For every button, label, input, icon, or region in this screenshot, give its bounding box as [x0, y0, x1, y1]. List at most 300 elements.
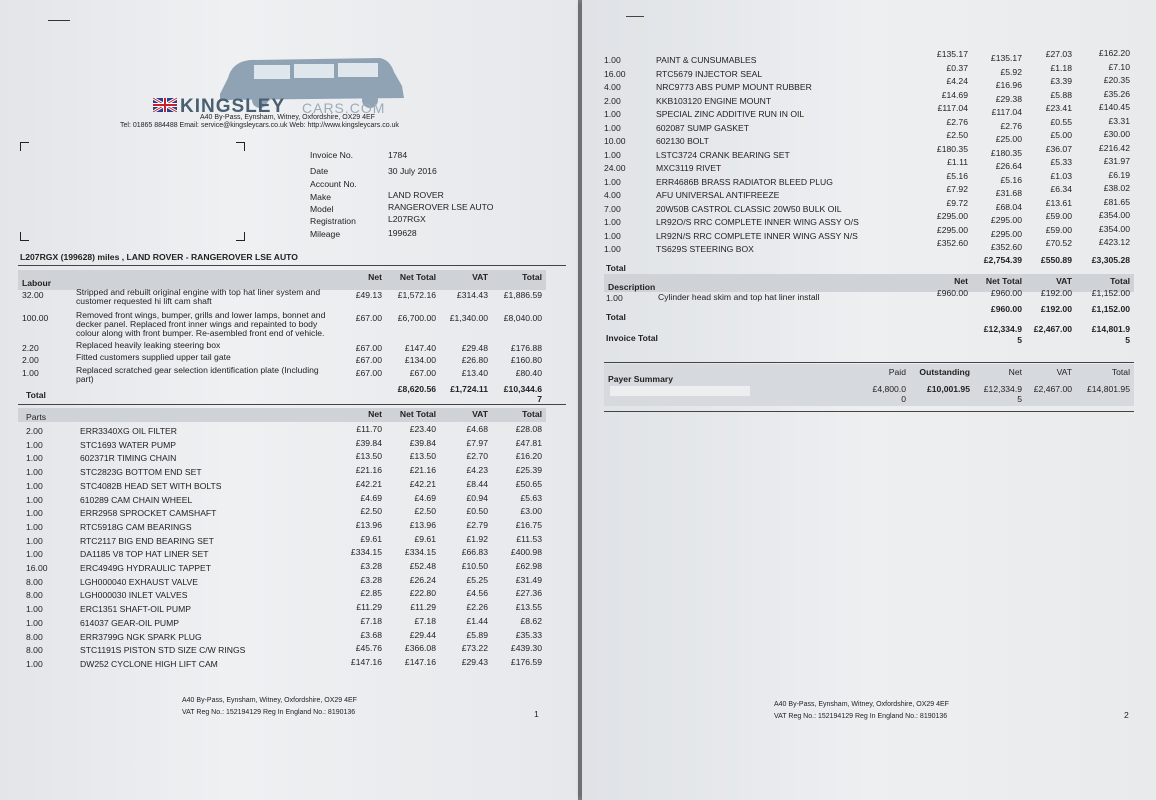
part-vat: £23.41	[1045, 103, 1072, 113]
part-net: £2.85	[360, 588, 382, 599]
part-total: £31.97	[1103, 156, 1130, 166]
part-net: £5.16	[946, 170, 968, 181]
part-desc: TS629S STEERING BOX	[656, 244, 754, 254]
part-qty: 8.00	[26, 576, 43, 587]
model-label: Model	[310, 204, 334, 214]
labour-net: £67.00	[355, 355, 382, 365]
part-total: £25.39	[515, 465, 542, 476]
part-qty: 1.00	[604, 230, 621, 241]
part-net: £334.15	[350, 547, 382, 558]
part-qty: 1.00	[26, 604, 43, 615]
part-desc: NRC9773 ABS PUMP MOUNT RUBBER	[656, 82, 812, 92]
invoice-no-label: Invoice No.	[310, 150, 353, 160]
part-vat: £27.03	[1045, 49, 1072, 59]
part-qty: 8.00	[26, 645, 43, 656]
date-label: Date	[310, 166, 329, 176]
part-qty: 24.00	[604, 163, 626, 173]
payer-col-total: Total	[1111, 367, 1130, 377]
payer-outstanding: £10,001.95	[926, 384, 970, 394]
part-desc: LGH000030 INLET VALVES	[80, 590, 188, 601]
part-desc: KKB103120 ENGINE MOUNT	[656, 95, 772, 106]
part-net-total: £9.61	[414, 533, 436, 544]
part-total: £35.26	[1103, 88, 1130, 99]
part-total: £216.42	[1098, 142, 1130, 153]
part-total: £81.65	[1103, 196, 1130, 207]
payer-paid: £4,800.0	[872, 384, 906, 394]
part-qty: 1.00	[604, 149, 621, 160]
union-flag-icon	[153, 98, 177, 112]
part-vat: £4.56	[466, 588, 488, 599]
part-vat: £4.23	[466, 465, 488, 476]
part-total: £3.00	[520, 506, 542, 517]
part-desc: ERC1351 SHAFT-OIL PUMP	[80, 604, 191, 615]
part-desc: ERR2958 SPROCKET CAMSHAFT	[80, 508, 217, 519]
part-desc: LR92N/S RRC COMPLETE INNER WING ASSY N/S	[656, 230, 858, 241]
footer-reg: VAT Reg No.: 152194129 Reg In England No.: 8190136	[182, 709, 356, 716]
part-desc: LGH000040 EXHAUST VALVE	[80, 576, 198, 587]
labour-qty: 2.20	[22, 343, 39, 353]
crop-mark	[20, 232, 29, 241]
part-total: £3.31	[1108, 115, 1130, 126]
part-net-total: £366.08	[404, 643, 436, 654]
part-total: £31.49	[515, 574, 542, 585]
part-net: £180.35	[936, 143, 968, 154]
make-value: LAND ROVER	[388, 190, 444, 200]
part-qty: 1.00	[604, 109, 621, 119]
part-net: £3.28	[360, 574, 382, 585]
part-net-total: £295.00	[990, 215, 1022, 225]
part-total: £30.00	[1103, 129, 1130, 139]
part-vat: £0.50	[466, 506, 488, 517]
part-total: £50.65	[515, 478, 542, 489]
part-desc: DW252 CYCLONE HIGH LIFT CAM	[80, 658, 218, 669]
part-net-total: £352.60	[990, 242, 1022, 252]
parts-title: Parts	[26, 412, 47, 422]
header-address: A40 By-Pass, Eynsham, Witney, Oxfordshire, OX29 4EF	[200, 114, 375, 121]
registration-label: Registration	[310, 216, 356, 226]
part-desc: STC2823G BOTTOM END SET	[80, 467, 202, 478]
part-desc: LR92O/S RRC COMPLETE INNER WING ASSY O/S	[656, 217, 859, 227]
labour-col-vat: VAT	[472, 272, 488, 282]
part-net: £295.00	[936, 211, 968, 221]
crop-mark	[236, 142, 245, 151]
part-total: £354.00	[1098, 223, 1130, 234]
part-qty: 1.00	[26, 549, 43, 560]
part-net: £11.70	[356, 424, 382, 434]
part-net-total: £334.15	[404, 547, 436, 558]
part-vat: £10.50	[461, 561, 488, 571]
footer-address: A40 By-Pass, Eynsham, Witney, Oxfordshire, OX29 4EF	[774, 701, 949, 708]
part-vat: £59.00	[1045, 224, 1072, 235]
part-qty: 2.00	[604, 95, 621, 106]
desc-col-total: Total	[1110, 276, 1130, 286]
payer-net: £12,334.9	[983, 384, 1022, 394]
part-net-total: £180.35	[990, 147, 1022, 158]
part-net-total: £29.44	[409, 629, 436, 640]
part-qty: 1.00	[26, 439, 43, 450]
payer-paid-wrap: 0	[901, 394, 906, 404]
header-contact: Tel: 01865 884488 Email: service@kingsleycars.co.uk Web: http://www.kingsleycars.co.uk	[120, 122, 399, 129]
part-desc: ERR3340XG OIL FILTER	[80, 426, 177, 436]
account-no-label: Account No.	[310, 179, 357, 189]
part-net: £42.21	[355, 478, 382, 489]
invoice-total-vat: £2,467.00	[1033, 324, 1072, 334]
part-desc: RTC5679 INJECTOR SEAL	[656, 68, 763, 79]
part-qty: 1.00	[604, 217, 621, 227]
parts-total-total: £3,305.28	[1091, 255, 1130, 265]
payer-col-outstanding: Outstanding	[919, 367, 970, 377]
payer-net-wrap: 5	[1017, 394, 1022, 404]
labour-total-total: £10,344.6	[503, 384, 542, 394]
part-qty: 1.00	[26, 453, 43, 464]
part-total: £47.81	[515, 437, 542, 448]
part-net-total: £26.64	[995, 161, 1022, 171]
page-number: 2	[1124, 710, 1129, 720]
company-logo	[150, 52, 420, 122]
parts-total-label: Total	[606, 263, 626, 273]
part-net-total: £117.04	[991, 107, 1022, 117]
part-desc: PAINT & CUNSUMABLES	[656, 55, 757, 65]
labour-vat: £13.40	[461, 368, 488, 378]
desc-qty: 1.00	[606, 293, 623, 303]
part-total: £7.10	[1108, 61, 1130, 72]
page-mark	[48, 20, 70, 21]
labour-desc-line: Replaced scratched gear selection identification plate (Including	[76, 365, 319, 375]
part-qty: 1.00	[26, 535, 43, 546]
part-net-total: £11.29	[410, 602, 436, 613]
parts-col-total: Total	[522, 409, 542, 419]
part-net-total: £5.92	[1000, 66, 1022, 77]
part-desc: 614037 GEAR-OIL PUMP	[80, 617, 180, 628]
part-total: £35.33	[515, 629, 542, 640]
part-vat: £70.52	[1045, 238, 1072, 248]
labour-desc-line: customer requested hi lift cam shaft	[76, 296, 212, 306]
desc-total-vat: £192.00	[1040, 304, 1072, 314]
parts-col-net: Net	[368, 409, 382, 419]
part-total: £6.19	[1108, 169, 1130, 180]
part-total: £5.63	[520, 492, 542, 503]
labour-total-vat: £1,724.11	[450, 384, 488, 394]
make-label: Make	[310, 192, 332, 202]
labour-net: £67.00	[355, 368, 382, 378]
part-desc: 602371R TIMING CHAIN	[80, 453, 177, 464]
invoice-total-total-wrap: 5	[1125, 335, 1130, 345]
mileage-label: Mileage	[310, 229, 341, 239]
part-net-total: £13.50	[409, 451, 436, 462]
part-vat: £6.34	[1050, 184, 1072, 194]
invoice-total-label: Invoice Total	[606, 333, 658, 343]
part-net-total: £135.17	[990, 53, 1022, 63]
part-net-total: £2.50	[414, 506, 436, 517]
part-qty: 1.00	[26, 467, 43, 478]
crop-mark	[20, 142, 29, 151]
divider	[604, 411, 1134, 412]
part-net-total: £5.16	[1000, 174, 1022, 185]
part-net: £39.84	[355, 437, 382, 448]
part-net: £14.69	[941, 89, 968, 100]
desc-col-net: Net	[954, 276, 968, 286]
labour-net-total: £134.00	[404, 355, 436, 365]
labour-total-wrap: 7	[537, 394, 542, 404]
part-qty: 8.00	[26, 590, 43, 601]
part-net: £9.72	[946, 197, 968, 208]
part-net-total: £25.00	[995, 134, 1022, 144]
part-vat: £1.18	[1050, 62, 1072, 73]
labour-net: £49.13	[355, 290, 382, 300]
labour-qty: 1.00	[22, 368, 39, 378]
part-total: £400.98	[510, 547, 542, 558]
mileage-value: 199628	[388, 228, 417, 238]
parts-total-vat: £550.89	[1040, 255, 1072, 265]
part-desc: STC4082B HEAD SET WITH BOLTS	[80, 480, 222, 491]
part-net-total: £16.96	[995, 80, 1022, 90]
part-net: £7.18	[360, 615, 382, 626]
part-total: £354.00	[1098, 210, 1130, 220]
part-total: £13.55	[515, 602, 542, 613]
labour-total: £8,040.00	[503, 313, 542, 323]
part-total: £162.20	[1098, 48, 1130, 58]
part-desc: STC1191S PISTON STD SIZE C/W RINGS	[80, 645, 246, 656]
payer-vat: £2,467.00	[1033, 384, 1072, 394]
part-net-total: £21.16	[409, 465, 436, 476]
part-net: £11.29	[356, 602, 382, 613]
desc-col-net-total: Net Total	[985, 276, 1022, 286]
part-vat: £5.00	[1050, 130, 1072, 140]
part-net: £13.96	[355, 519, 382, 530]
part-net-total: £13.96	[409, 519, 436, 530]
part-qty: 1.00	[26, 617, 43, 628]
labour-net-total: £67.00	[409, 368, 436, 378]
part-vat: £59.00	[1045, 211, 1072, 221]
desc-col-vat: VAT	[1056, 276, 1072, 286]
labour-title: Labour	[22, 278, 52, 288]
labour-net-total: £6,700.00	[397, 313, 436, 323]
part-qty: 2.00	[26, 426, 43, 436]
labour-vat: £1,340.00	[449, 313, 488, 323]
labour-vat: £29.48	[461, 343, 488, 353]
part-net-total: £7.18	[414, 615, 436, 626]
divider	[604, 362, 1134, 363]
footer-reg: VAT Reg No.: 152194129 Reg In England No.: 8190136	[774, 713, 948, 720]
part-vat: £5.33	[1050, 157, 1072, 167]
labour-col-net-total: Net Total	[399, 272, 436, 282]
part-qty: 4.00	[604, 190, 621, 200]
part-net: £117.04	[937, 103, 968, 113]
part-total: £27.36	[515, 588, 542, 599]
part-net-total: £39.84	[409, 437, 436, 448]
part-vat: £1.44	[466, 615, 488, 626]
part-net: £2.50	[360, 506, 382, 517]
divider	[18, 404, 566, 405]
labour-total: £176.88	[510, 343, 542, 353]
part-vat: £2.79	[466, 519, 488, 530]
part-qty: 16.00	[604, 68, 626, 79]
part-net-total: £26.24	[409, 574, 436, 585]
labour-net: £67.00	[355, 313, 382, 323]
part-qty: 7.00	[604, 203, 621, 214]
labour-col-net: Net	[368, 272, 382, 282]
part-vat: £1.92	[466, 533, 488, 544]
part-vat: £73.22	[461, 643, 488, 654]
part-net: £0.37	[946, 62, 968, 73]
part-net-total: £42.21	[409, 478, 436, 489]
divider	[18, 265, 566, 266]
part-qty: 10.00	[604, 136, 626, 146]
labour-desc-line: Stripped and rebuilt original engine with top hat liner system and	[76, 287, 321, 297]
part-total: £8.62	[520, 615, 542, 626]
part-net: £352.60	[936, 238, 968, 248]
part-net: £4.69	[360, 492, 382, 503]
part-vat: £13.61	[1045, 197, 1072, 208]
labour-desc-line: Replaced heavily leaking steering box	[76, 340, 221, 350]
labour-desc-line: decker panel. Replaced front inner wings and repainted to body	[76, 319, 318, 329]
part-qty: 4.00	[604, 82, 621, 92]
part-desc: RTC5918G CAM BEARINGS	[80, 521, 192, 532]
part-desc: 602087 SUMP GASKET	[656, 122, 749, 133]
payer-summary-label: Payer Summary	[608, 374, 673, 384]
page-mark	[626, 16, 644, 17]
part-desc: DA1185 V8 TOP HAT LINER SET	[80, 549, 209, 560]
labour-vat: £314.43	[456, 290, 488, 300]
part-net-total: £4.69	[414, 492, 436, 503]
part-net-total: £23.40	[409, 424, 436, 434]
part-total: £28.08	[515, 424, 542, 434]
description-title: Description	[608, 282, 656, 292]
part-qty: 1.00	[26, 494, 43, 505]
labour-desc-line: Removed front wings, bumper, grills and lower lamps, bonnet and	[76, 310, 326, 320]
part-desc: MXC3119 RIVET	[656, 163, 722, 173]
footer-address: A40 By-Pass, Eynsham, Witney, Oxfordshire, OX29 4EF	[182, 697, 357, 704]
desc-vat: £192.00	[1040, 288, 1072, 298]
payer-col-paid: Paid	[888, 367, 906, 377]
labour-total-net: £8,620.56	[397, 384, 436, 394]
part-vat: £0.55	[1050, 116, 1072, 127]
date-value: 30 July 2016	[388, 166, 437, 176]
labour-desc-line: Fitted customers supplied upper tail gate	[76, 352, 231, 362]
part-desc: 602130 BOLT	[656, 136, 709, 146]
labour-col-total: Total	[522, 272, 542, 282]
part-net: £2.50	[946, 130, 968, 140]
part-vat: £1.03	[1050, 170, 1072, 181]
part-qty: 1.00	[604, 244, 621, 254]
part-vat: £8.44	[466, 478, 488, 489]
labour-net-total: £1,572.16	[397, 290, 436, 300]
part-net-total: £147.16	[404, 656, 436, 667]
brand-name: KINGSLEY	[180, 96, 286, 117]
payer-col-vat: VAT	[1056, 367, 1072, 377]
part-desc: ERR3799G NGK SPARK PLUG	[80, 631, 202, 642]
brand-suffix: CARS.COM	[302, 100, 386, 116]
part-qty: 1.00	[26, 480, 43, 491]
part-vat: £7.97	[466, 437, 488, 448]
part-vat: £2.70	[466, 451, 488, 462]
desc-total-total: £1,152.00	[1091, 304, 1130, 314]
redacted-name	[610, 386, 750, 396]
desc-total-net: £960.00	[990, 304, 1022, 314]
page-number: 1	[534, 709, 539, 719]
part-total: £62.98	[515, 561, 542, 571]
part-net-total: £31.68	[995, 188, 1022, 198]
desc-total: £1,152.00	[1091, 288, 1130, 298]
part-net: £1.11	[947, 157, 968, 167]
part-qty: 1.00	[26, 508, 43, 519]
parts-total-net: £2,754.39	[983, 255, 1022, 265]
part-net-total: £29.38	[995, 93, 1022, 104]
part-vat: £0.94	[466, 492, 488, 503]
part-net: £135.17	[936, 49, 968, 59]
part-vat: £2.26	[466, 602, 488, 613]
labour-net: £67.00	[355, 343, 382, 353]
labour-total: £160.80	[510, 355, 542, 365]
part-qty: 8.00	[26, 631, 43, 642]
vehicle-line: L207RGX (199628) miles , LAND ROVER - RANGEROVER LSE AUTO	[20, 252, 298, 262]
part-desc: AFU UNIVERSAL ANTIFREEZE	[656, 190, 780, 200]
part-net: £7.92	[946, 184, 968, 194]
part-vat: £36.07	[1045, 143, 1072, 154]
part-qty: 1.00	[604, 176, 621, 187]
part-qty: 16.00	[26, 563, 48, 573]
labour-desc-line: part)	[76, 374, 94, 384]
part-desc: RTC2117 BIG END BEARING SET	[80, 535, 214, 546]
part-net: £21.16	[355, 465, 382, 476]
part-net-total: £68.04	[995, 201, 1022, 212]
labour-qty: 100.00	[22, 313, 49, 323]
part-desc: ERC4949G HYDRAULIC TAPPET	[80, 563, 212, 573]
part-total: £439.30	[510, 643, 542, 654]
desc-net-total: £960.00	[990, 288, 1022, 298]
part-total: £20.35	[1103, 75, 1130, 85]
part-vat: £5.89	[466, 629, 488, 640]
part-vat: £5.25	[466, 574, 488, 585]
part-net-total: £22.80	[409, 588, 436, 599]
part-net: £295.00	[936, 224, 968, 235]
part-vat: £3.39	[1050, 76, 1072, 86]
part-qty: 1.00	[26, 521, 43, 532]
part-net-total: £2.76	[1000, 120, 1022, 131]
part-desc: LSTC3724 CRANK BEARING SET	[656, 149, 790, 160]
parts-col-vat: VAT	[472, 409, 488, 419]
part-desc: STC1693 WATER PUMP	[80, 439, 176, 450]
part-net: £9.61	[360, 533, 382, 544]
part-net: £2.76	[946, 116, 968, 127]
part-desc: ERR4686B BRASS RADIATOR BLEED PLUG	[656, 176, 833, 187]
part-desc: SPECIAL ZINC ADDITIVE RUN IN OIL	[656, 109, 805, 119]
payer-total: £14,801.95	[1086, 384, 1130, 394]
part-total: £140.45	[1098, 102, 1130, 112]
invoice-total-total: £14,801.9	[1091, 324, 1130, 334]
labour-desc-line: colour along with front bumper. Re-asembled front end of vehicle.	[76, 328, 325, 338]
parts-header	[18, 408, 546, 422]
model-value: RANGEROVER LSE AUTO	[388, 202, 494, 212]
part-total: £11.53	[516, 533, 542, 544]
registration-value: L207RGX	[388, 214, 426, 224]
payer-col-net: Net	[1008, 367, 1022, 377]
labour-total: £80.40	[515, 368, 542, 378]
invoice-total-net: £12,334.9	[983, 324, 1022, 334]
part-total: £423.12	[1098, 237, 1130, 247]
labour-net-total: £147.40	[404, 343, 436, 353]
part-net-total: £295.00	[990, 228, 1022, 239]
labour-vat: £26.80	[461, 355, 488, 365]
part-total: £38.02	[1103, 183, 1130, 193]
desc-text: Cylinder head skim and top hat liner install	[658, 292, 820, 302]
labour-total-label: Total	[26, 390, 46, 400]
parts-col-net-total: Net Total	[399, 409, 436, 419]
part-vat: £29.43	[461, 656, 488, 667]
part-total: £176.59	[510, 656, 542, 667]
part-net: £3.68	[360, 629, 382, 640]
part-net: £3.28	[360, 561, 382, 571]
